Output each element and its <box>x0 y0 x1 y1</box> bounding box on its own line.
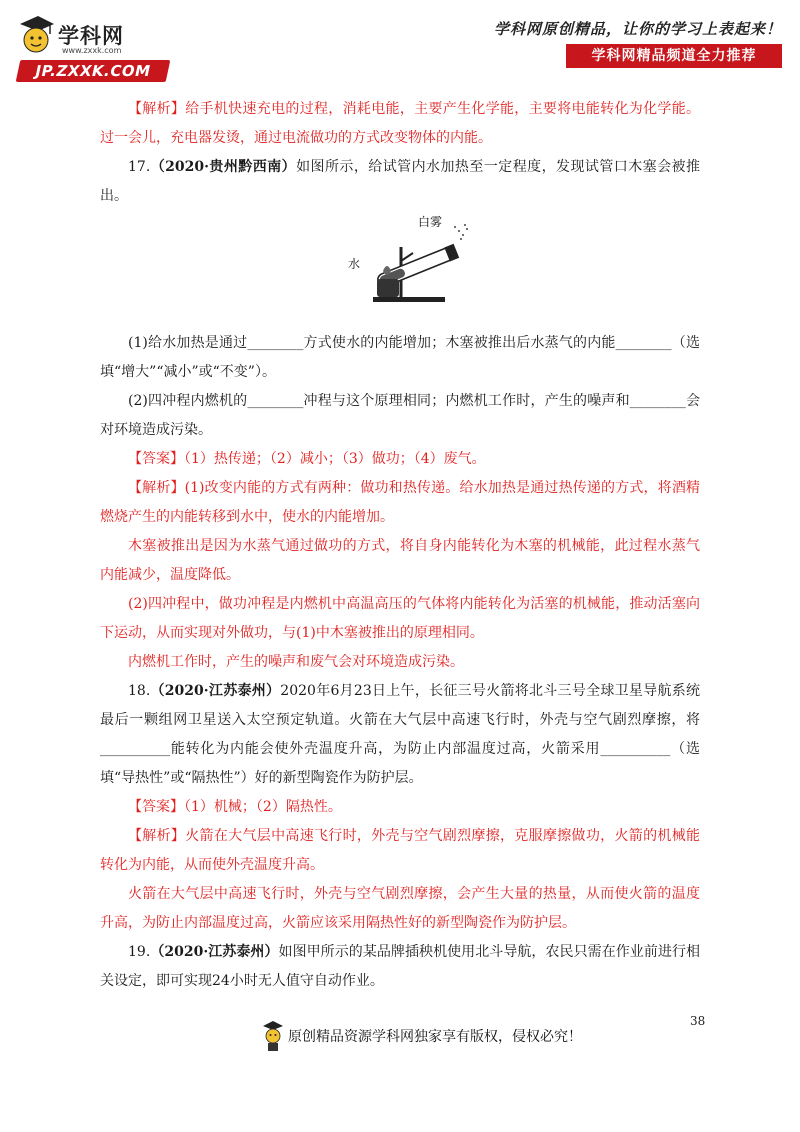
question-source: （2020·贵州黔西南） <box>150 159 297 175</box>
question-subpart: (1)给水加热是通过________方式使水的内能增加；木塞被推出后水蒸气的内能________（选填“增大”“减小”或“不变”）。 <box>100 335 700 380</box>
analysis-continuation: 木塞被推出是因为水蒸气通过做功的方式，将自身内能转化为木塞的机械能，此过程水蒸气内能减少，温度降低。 <box>100 538 700 583</box>
test-tube-figure <box>100 213 700 323</box>
water-label: 水 <box>348 257 361 271</box>
mascot-icon <box>262 1018 284 1052</box>
analysis-continuation: 内燃机工作时，产生的噪声和废气会对环境造成污染。 <box>128 654 464 670</box>
analysis-paragraph: 【解析】(1)改变内能的方式有两种：做功和热传递。给水加热是通过热传递的方式，将酒精燃烧产生的内能转移到水中，使水的内能增加。 <box>100 480 700 525</box>
site-logo[interactable] <box>14 14 164 80</box>
question-number: 18. <box>128 683 151 699</box>
question-number: 17. <box>128 159 151 175</box>
analysis-continuation: (2)四冲程中，做功冲程是内燃机中高温高压的气体将内能转化为活塞的机械能，推动活塞向下运动，从而实现对外做功，与(1)中木塞被推出的原理相同。 <box>100 596 700 641</box>
question-19 <box>100 938 700 996</box>
header-banner: 学科网精品频道全力推荐 <box>566 44 782 68</box>
document-body <box>100 95 700 996</box>
answer-paragraph: 【答案】（1）热传递；（2）减小；（3）做功；（4）废气。 <box>128 451 486 467</box>
question-17 <box>100 153 700 211</box>
question-number: 19. <box>128 944 151 960</box>
question-source: （2020·江苏泰州） <box>150 944 279 960</box>
question-text: 如图所示，给试管内水加热至一定程度，发现试管口木塞会被推出。 <box>100 159 700 204</box>
steam-label: 白雾 <box>418 215 443 229</box>
question-text: 2020年6月23日上午，长征三号火箭将北斗三号全球卫星导航系统最后一颗组网卫星送入太空预定轨道。火箭在大气层中高速飞行时，外壳与空气剧烈摩擦，将__________能转化为内能会使外壳温度升高，为防止内部温度过高，火箭采用__________（选填“导热性”或“隔热性”）好的新型陶瓷作为防护层。 <box>100 683 700 786</box>
page-footer <box>262 1018 622 1058</box>
test-tube-heating-diagram <box>355 213 475 321</box>
question-subpart: (2)四冲程内燃机的________冲程与这个原理相同；内燃机工作时，产生的噪声和________会对环境造成污染。 <box>100 393 700 438</box>
question-source: （2020·江苏泰州） <box>150 683 281 699</box>
analysis-continuation: 火箭在大气层中高速飞行时，外壳与空气剧烈摩擦，会产生大量的热量，从而使火箭的温度升高，为防止内部温度过高，火箭应该采用隔热性好的新型陶瓷作为防护层。 <box>100 886 700 931</box>
header-slogan: 学科网原创精品，让你的学习上表起来！ <box>493 20 782 38</box>
analysis-paragraph: 【解析】火箭在大气层中高速飞行时，外壳与空气剧烈摩擦，克服摩擦做功，火箭的机械能转化为内能，从而使外壳温度升高。 <box>100 828 700 873</box>
analysis-paragraph: 【解析】给手机快速充电的过程，消耗电能，主要产生化学能，主要将电能转化为化学能。过一会儿，充电器发烫，通过电流做功的方式改变物体的内能。 <box>100 101 700 146</box>
logo-text: 学科网 <box>58 24 124 48</box>
answer-paragraph: 【答案】（1）机械；（2）隔热性。 <box>128 799 342 815</box>
logo-domain: JP.ZXXK.COM <box>16 60 171 82</box>
question-18 <box>100 677 700 793</box>
page-header <box>0 0 800 80</box>
logo-url-small: www.zxxk.com <box>62 46 122 55</box>
mascot-icon <box>16 14 56 58</box>
copyright-notice: 原创精品资源学科网独家享有版权，侵权必究！ <box>288 1029 582 1045</box>
question-text: 如图甲所示的某品牌插秧机使用北斗导航，农民只需在作业前进行相关设定，即可实现24小时无人值守自动作业。 <box>100 944 700 989</box>
page-number: 38 <box>690 1014 706 1028</box>
